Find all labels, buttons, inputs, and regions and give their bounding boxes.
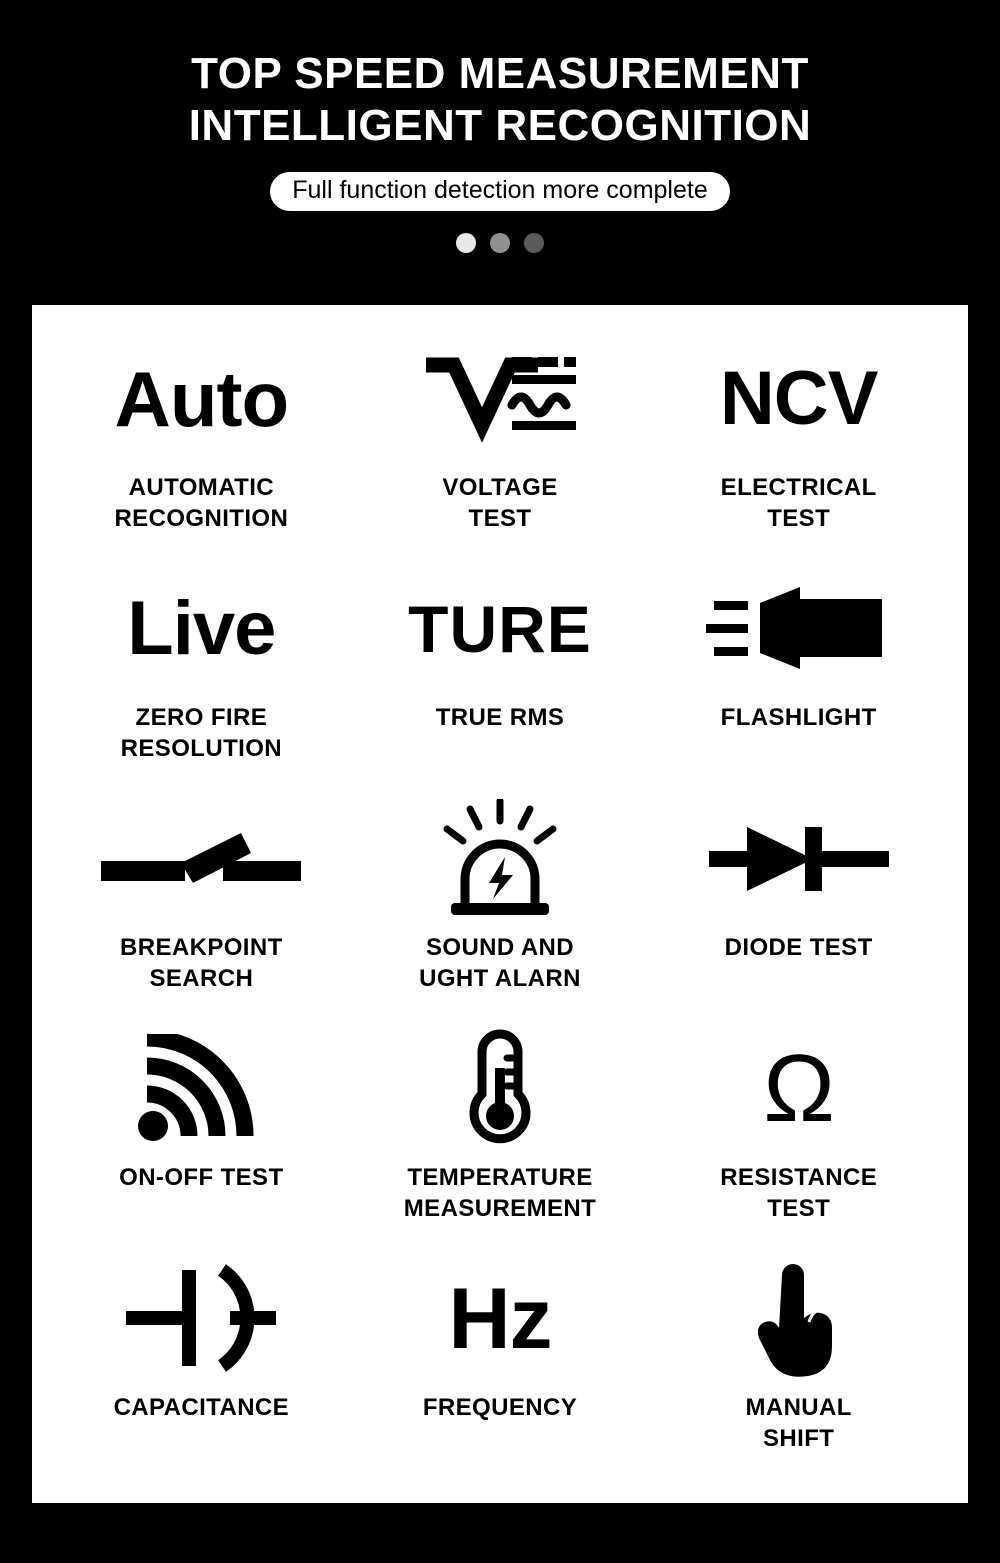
feature-label-line-2: RECOGNITION	[114, 504, 289, 532]
feature-label-line-2: SHIFT	[762, 1424, 835, 1452]
subtitle-pill: Full function detection more complete	[270, 172, 730, 212]
feature-item	[52, 333, 351, 563]
feature-label-line-1: FLASHLIGHT	[720, 704, 877, 731]
feature-caption	[119, 1163, 283, 1194]
alarm-bell-icon	[425, 799, 575, 919]
feature-item	[351, 793, 650, 1023]
feature-item	[351, 1023, 650, 1253]
breakpoint-search-icon	[101, 799, 301, 919]
page-title	[0, 48, 1000, 152]
feature-caption	[721, 703, 877, 734]
voltage-symbol-icon	[420, 339, 580, 459]
ohm-omega-icon	[763, 1029, 834, 1149]
feature-caption	[436, 703, 565, 734]
carousel-dot-3[interactable]	[524, 233, 544, 253]
feature-caption	[442, 473, 557, 534]
feature-item	[649, 333, 948, 563]
feature-item	[649, 1023, 948, 1253]
hz-text-icon	[448, 1259, 551, 1379]
headline-line-1: TOP SPEED MEASUREMENT	[191, 49, 809, 98]
true-rms-text-icon	[408, 569, 592, 689]
feature-caption	[404, 1163, 596, 1224]
live-text-icon	[127, 569, 275, 689]
feature-label-line-1: TRUE RMS	[435, 704, 565, 731]
feature-item	[351, 1253, 650, 1483]
feature-item	[351, 333, 650, 563]
feature-caption	[721, 473, 877, 534]
feature-label-line-1: ELECTRICAL	[720, 474, 877, 501]
feature-item	[649, 563, 948, 793]
features-grid	[52, 333, 948, 1483]
feature-item	[52, 563, 351, 793]
features-card	[32, 305, 968, 1503]
feature-caption	[720, 1163, 877, 1224]
feature-label-line-1: MANUAL	[745, 1394, 852, 1421]
header	[0, 0, 1000, 253]
feature-label-line-1: RESISTANCE	[720, 1164, 878, 1191]
ncv-glyph-label: NCV	[719, 356, 878, 441]
carousel-dots	[0, 233, 1000, 253]
feature-label-line-2: SEARCH	[149, 964, 254, 992]
feature-label-line-2: TEST	[767, 1194, 831, 1222]
auto-glyph-label: Auto	[114, 355, 289, 443]
feature-item	[52, 1023, 351, 1253]
feature-label-line-1: TEMPERATURE	[407, 1164, 593, 1191]
carousel-dot-2[interactable]	[490, 233, 510, 253]
hz-glyph-label: Hz	[448, 1271, 552, 1367]
feature-label-line-2: TEST	[468, 504, 532, 532]
feature-label-line-1: FREQUENCY	[422, 1394, 578, 1421]
feature-caption	[423, 1393, 577, 1424]
feature-item	[351, 563, 650, 793]
feature-label-line-1: CAPACITANCE	[113, 1394, 290, 1421]
diode-icon	[709, 799, 889, 919]
feature-item	[649, 1253, 948, 1483]
feature-label-line-1: ON-OFF TEST	[119, 1164, 284, 1191]
feature-caption	[419, 933, 581, 994]
continuity-wave-icon	[131, 1029, 271, 1149]
feature-caption	[121, 703, 282, 764]
feature-label-line-1: BREAKPOINT	[119, 934, 283, 961]
feature-label-line-2: MEASUREMENT	[403, 1194, 597, 1222]
thermometer-icon	[455, 1029, 545, 1149]
feature-caption	[725, 933, 873, 964]
ncv-text-icon	[720, 339, 877, 459]
feature-label-line-1: VOLTAGE	[442, 474, 558, 501]
capacitor-icon	[126, 1259, 276, 1379]
subtitle-wrapper	[0, 172, 1000, 212]
feature-label-line-1: ZERO FIRE	[135, 704, 268, 731]
ohm-glyph-label: Ω	[763, 1035, 835, 1142]
feature-item	[649, 793, 948, 1023]
feature-label-line-2: UGHT ALARN	[419, 964, 581, 992]
auto-text-icon	[115, 339, 289, 459]
feature-caption	[745, 1393, 851, 1454]
feature-item	[52, 793, 351, 1023]
ture-glyph-label: TURE	[408, 592, 592, 666]
feature-label-line-1: DIODE TEST	[724, 934, 873, 961]
feature-caption	[114, 1393, 290, 1424]
pointing-hand-icon	[749, 1259, 849, 1379]
feature-label-line-2: RESOLUTION	[120, 734, 282, 762]
feature-label-line-1: SOUND AND	[425, 934, 575, 961]
headline-line-2: INTELLIGENT RECOGNITION	[188, 100, 812, 150]
feature-caption	[114, 473, 288, 534]
feature-item	[52, 1253, 351, 1483]
feature-label-line-2: TEST	[767, 504, 831, 532]
carousel-dot-1[interactable]	[456, 233, 476, 253]
feature-label-line-1: AUTOMATIC	[128, 474, 275, 501]
flashlight-icon	[704, 569, 894, 689]
live-glyph-label: Live	[127, 586, 276, 671]
feature-caption	[120, 933, 283, 994]
